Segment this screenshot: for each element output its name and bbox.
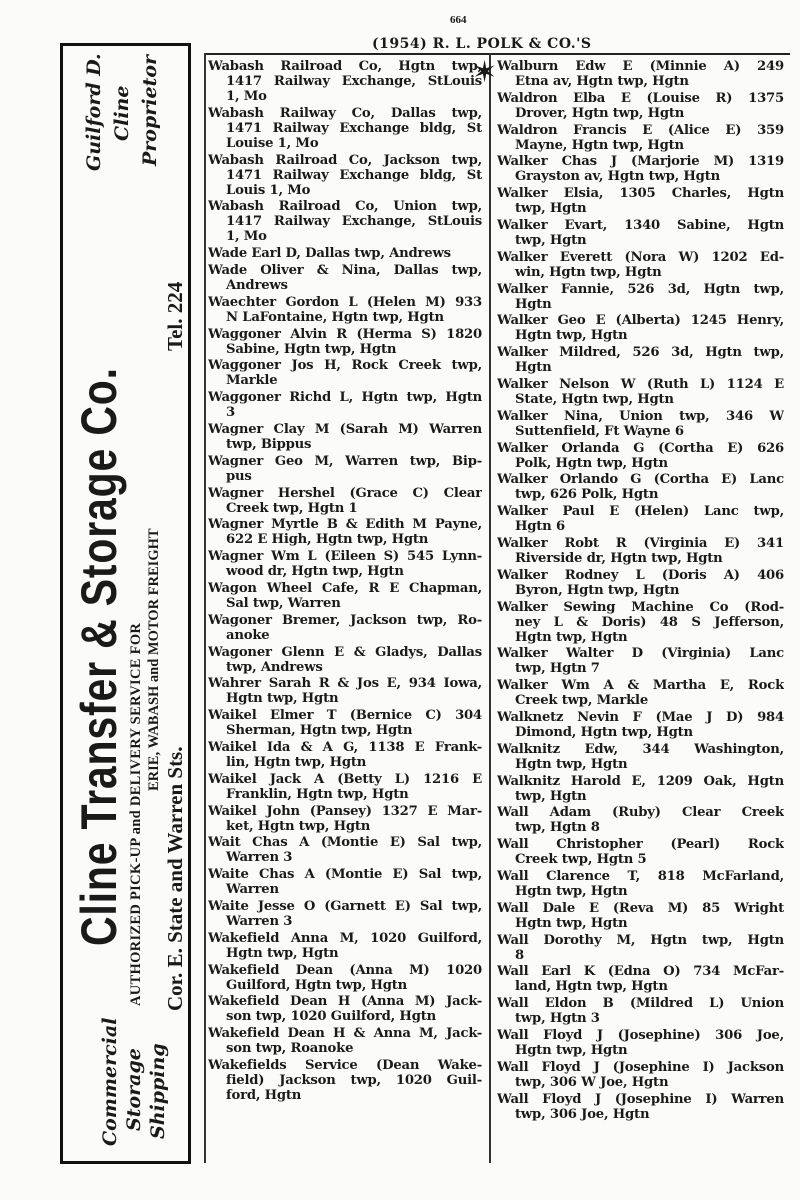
directory-entry [497,742,784,772]
entry-continuation-line: Dimond, Hgtn twp, Hgtn [515,724,693,740]
entry-name-line: Wagoner Bremer, Jackson twp, Ro- [208,612,482,628]
entry-name-line: Wabash Railroad Co, Hgtn twp, [208,59,482,74]
entry-name-line: Waite Chas A (Montie E) Sal twp, [208,867,482,883]
directory-entry [208,772,482,802]
entry-continuation-line: 622 E High, Hgtn twp, Hgtn [226,532,429,548]
entry-name-line: Wakefield Dean H (Anna M) Jack- [208,994,482,1010]
directory-entry [497,472,784,502]
entry-continuation-line: Hgtn twp, Hgtn [515,629,628,645]
entry-continuation-line: twp, Hgtn 3 [515,1011,600,1027]
header-rule [205,53,790,55]
asterisk-mark-icon: ✶ [472,56,498,89]
directory-entry [497,186,784,216]
entry-continuation-line: Sherman, Hgtn twp, Hgtn [226,723,413,739]
entry-name-line: Wagner Geo M, Warren twp, Bip- [208,453,482,469]
directory-entry [497,91,784,121]
entry-continuation-line: twp, 626 Polk, Hgtn [515,487,659,503]
directory-entry [497,154,784,184]
directory-entry [497,409,784,439]
entry-continuation-line: Hgtn twp, Hgtn [226,691,339,707]
entry-continuation-line: field) Jackson twp, 1020 Guil- [226,1072,482,1088]
directory-entry [497,123,784,153]
entry-continuation-line: Warren 3 [226,850,293,866]
entry-continuation-line: Sabine, Hgtn twp, Hgtn [226,341,397,357]
directory-entry [497,218,784,248]
entry-name-line: Waikel Elmer T (Bernice C) 304 [208,708,482,724]
entry-continuation-line: Warren [226,882,279,898]
entry-name-line: Wagner Clay M (Sarah M) Warren [208,421,482,437]
entry-continuation-line: son twp, 1020 Guilford, Hgtn [226,1009,436,1025]
entry-continuation-line: Mayne, Hgtn twp, Hgtn [515,137,684,153]
entry-continuation-line: Louis 1, Mo [226,182,311,198]
entry-name-line: Wagner Myrtle B & Edith M Payne, [208,517,482,533]
directory-entry [497,1092,784,1122]
entry-name-line: Wall Dale E (Reva M) 85 Wright [497,900,784,916]
entry-name-line: Walker Chas J (Marjorie M) 1319 [497,154,784,170]
directory-entry [208,549,482,579]
entry-name-line: Walker Sewing Machine Co (Rod- [497,599,784,615]
entry-name-line: Wall Floyd J (Josephine) 306 Joe, [497,1027,784,1043]
directory-entry [208,963,482,993]
entry-continuation-line: State, Hgtn twp, Hgtn [515,391,674,407]
entry-continuation-line: Etna av, Hgtn twp, Hgtn [515,74,689,89]
entry-name-line: Wall Floyd J (Josephine I) Jackson [497,1059,784,1075]
entry-name-line: Wabash Railroad Co, Jackson twp, [208,152,482,168]
directory-entry [208,931,482,961]
directory-entry [497,504,784,534]
directory-entry [497,774,784,804]
entry-continuation-line: Polk, Hgtn twp, Hgtn [515,455,668,471]
directory-entry [497,600,784,645]
directory-entry [208,422,482,452]
entry-name-line: Walker Orlanda G (Cortha E) 626 [497,440,784,456]
entry-continuation-line: Hgtn 6 [515,519,565,535]
entry-name-line: Wabash Railway Co, Dallas twp, [208,105,482,121]
directory-entry [497,1060,784,1090]
entry-continuation-line: Byron, Hgtn twp, Hgtn [515,582,680,598]
entry-continuation-line: Creek twp, Hgtn 1 [226,500,358,516]
entry-continuation-line: Hgtn twp, Hgtn [515,883,628,899]
entry-continuation-line: anoke [226,627,270,643]
entry-continuation-line: Grayston av, Hgtn twp, Hgtn [515,169,720,185]
directory-entry [208,327,482,357]
entry-continuation-line: twp, Bippus [226,436,312,452]
directory-entry [208,106,482,151]
entry-name-line: Waldron Elba E (Louise R) 1375 [497,90,784,106]
entry-name-line: Wall Christopher (Pearl) Rock [497,837,784,853]
entry-name-line: Wagoner Glenn E & Gladys, Dallas [208,644,482,660]
entry-name-line: Wakefield Anna M, 1020 Guilford, [208,930,482,946]
entry-continuation-line: Franklin, Hgtn twp, Hgtn [226,786,409,802]
entry-continuation-line: Riverside dr, Hgtn twp, Hgtn [515,550,723,566]
entry-name-line: Walker Rodney L (Doris A) 406 [497,567,784,583]
entry-name-line: Waikel Jack A (Betty L) 1216 E [208,771,482,787]
entry-name-line: Walburn Edw E (Minnie A) 249 [497,59,784,74]
ad-proprietor-surname: Cline [111,85,133,141]
directory-entry [497,710,784,740]
directory-entry [497,536,784,566]
entry-name-line: Wagon Wheel Cafe, R E Chapman, [208,580,482,596]
entry-name-line: Walker Mildred, 526 3d, Hgtn twp, [497,345,784,361]
directory-column-left [208,59,482,1105]
entry-continuation-line: Andrews [226,277,288,293]
entry-continuation-line: Creek twp, Hgtn 5 [515,852,647,868]
directory-entry [497,377,784,407]
entry-name-line: Wall Earl K (Edna O) 734 McFar- [497,964,784,980]
entry-name-line: Waite Jesse O (Garnett E) Sal twp, [208,898,482,914]
directory-entry [497,250,784,280]
entry-continuation-line: Hgtn [515,360,552,376]
entry-name-line: Waggoner Alvin R (Herma S) 1820 [208,326,482,342]
directory-entry [208,153,482,198]
entry-name-line: Waggoner Richd L, Hgtn twp, Hgtn [208,390,482,406]
directory-entry [208,835,482,865]
directory-entry [497,678,784,708]
ad-tagline-1: AUTHORIZED PICK-UP and DELIVERY SERVICE FOR [128,622,144,1006]
entry-name-line: Wagner Wm L (Eileen S) 545 Lynn- [208,549,482,565]
entry-continuation-line: twp, Hgtn [515,232,587,248]
entry-continuation-line: Hgtn [515,296,552,312]
entry-continuation-line: 1417 Railway Exchange, StLouis [226,214,482,230]
entry-continuation-line: Warren 3 [226,913,293,929]
directory-entry [208,994,482,1024]
entry-name-line: Walker Elsia, 1305 Charles, Hgtn [497,186,784,202]
directory-entry [208,517,482,547]
entry-continuation-line: twp, Andrews [226,659,323,675]
entry-continuation-line: win, Hgtn twp, Hgtn [515,264,662,280]
page-number: 664 [450,14,467,26]
entry-name-line: Wakefield Dean (Anna M) 1020 [208,962,482,978]
directory-entry [208,676,482,706]
ad-service-commercial: Commercial [99,1017,121,1146]
entry-name-line: Wade Oliver & Nina, Dallas twp, [208,262,482,278]
entry-name-line: Wall Clarence T, 818 McFarland, [497,868,784,884]
directory-entry [497,441,784,471]
entry-continuation-line: Guilford, Hgtn twp, Hgtn [226,977,408,993]
directory-entry [208,486,482,516]
entry-name-line: Walker Walter D (Virginia) Lanc [497,646,784,662]
entry-name-line: Walker Robt R (Virginia E) 341 [497,535,784,551]
entry-continuation-line: N LaFontaine, Hgtn twp, Hgtn [226,309,444,325]
directory-entry [208,295,482,325]
entry-name-line: Wall Adam (Ruby) Clear Creek [497,805,784,821]
entry-name-line: Wall Floyd J (Josephine I) Warren [497,1091,784,1107]
directory-entry [497,933,784,963]
entry-name-line: Wahrer Sarah R & Jos E, 934 Iowa, [208,676,482,692]
entry-name-line: Wabash Railroad Co, Union twp, [208,199,482,215]
entry-continuation-line: pus [226,468,252,484]
directory-entry [208,708,482,738]
running-head: (1954) R. L. POLK & CO.'S [372,36,592,52]
entry-name-line: Walknetz Nevin F (Mae J D) 984 [497,709,784,725]
entry-continuation-line: twp, 306 Joe, Hgtn [515,1106,650,1122]
ad-tagline-2: ERIE, WABASH and MOTOR FREIGHT [146,528,162,791]
entry-continuation-line: ney L & Doris) 48 S Jefferson, [515,614,784,630]
entry-continuation-line: lin, Hgtn twp, Hgtn [226,754,367,770]
entry-continuation-line: Hgtn twp, Hgtn [515,915,628,931]
entry-continuation-line: ford, Hgtn [226,1087,302,1103]
entry-continuation-line: twp, 306 W Joe, Hgtn [515,1074,669,1090]
directory-column-right [497,59,784,1123]
directory-entry [497,996,784,1026]
directory-entry [208,199,482,244]
entry-name-line: Walker Orlando G (Cortha E) Lanc [497,472,784,488]
entry-continuation-line: twp, Hgtn 8 [515,820,600,836]
column-rule-middle [489,53,491,1163]
entry-name-line: Walker Nelson W (Ruth L) 1124 E [497,376,784,392]
entry-continuation-line: twp, Hgtn [515,201,587,217]
entry-name-line: Walker Geo E (Alberta) 1245 Henry, [497,313,784,329]
entry-continuation-line: Hgtn twp, Hgtn [226,945,339,961]
entry-continuation-line: land, Hgtn twp, Hgtn [515,979,668,995]
entry-continuation-line: 8 [515,947,524,963]
entry-name-line: Walknitz Harold E, 1209 Oak, Hgtn [497,773,784,789]
directory-entry [208,59,482,104]
advertisement-content [63,46,188,1161]
ad-proprietor-name: Guilford D. [83,53,105,171]
entry-continuation-line: 1471 Railway Exchange bldg, St [226,167,482,183]
entry-continuation-line: Drover, Hgtn twp, Hgtn [515,105,685,121]
directory-entry [497,869,784,899]
directory-entry [208,613,482,643]
directory-entry [497,282,784,312]
entry-name-line: Waikel Ida & A G, 1138 E Frank- [208,739,482,755]
directory-entry [208,358,482,388]
directory-entry [497,805,784,835]
entry-continuation-line: 1, Mo [226,229,267,245]
directory-entry [208,390,482,420]
entry-name-line: Wagner Hershel (Grace C) Clear [208,485,482,501]
entry-name-line: Walker Wm A & Martha E, Rock [497,678,784,694]
entry-name-line: Waechter Gordon L (Helen M) 933 [208,294,482,310]
directory-entry [208,899,482,929]
ad-address: Cor. E. State and Warren Sts. [163,746,187,1011]
directory-entry [208,867,482,897]
entry-continuation-line: Suttenfield, Ft Wayne 6 [515,423,684,439]
directory-entry [208,1026,482,1056]
entry-name-line: Wait Chas A (Montie E) Sal twp, [208,835,482,851]
entry-name-line: Wakefields Service (Dean Wake- [208,1057,482,1073]
entry-name-line: Wall Eldon B (Mildred L) Union [497,996,784,1012]
directory-entry [208,246,482,261]
directory-entry [497,568,784,598]
entry-name-line: Walker Nina, Union twp, 346 W [497,408,784,424]
entry-continuation-line: ket, Hgtn twp, Hgtn [226,818,371,834]
directory-entry [497,1028,784,1058]
entry-continuation-line: twp, Hgtn [515,788,587,804]
entry-name-line: Waggoner Jos H, Rock Creek twp, [208,358,482,374]
entry-name-line: Waikel John (Pansey) 1327 E Mar- [208,803,482,819]
entry-continuation-line: son twp, Roanoke [226,1041,354,1057]
entry-continuation-line: 1471 Railway Exchange bldg, St [226,120,482,136]
entry-continuation-line: 1417 Railway Exchange, StLouis [226,74,482,89]
directory-entry [497,901,784,931]
entry-name-line: Wall Dorothy M, Hgtn twp, Hgtn [497,932,784,948]
entry-name-line: Walknitz Edw, 344 Washington, [497,741,784,757]
entry-name-line: Walker Paul E (Helen) Lanc twp, [497,504,784,520]
directory-entry [497,646,784,676]
directory-entry [497,313,784,343]
entry-continuation-line: twp, Hgtn 7 [515,661,600,677]
ad-proprietor-label: Proprietor [139,54,161,166]
entry-continuation-line: Creek twp, Markle [515,693,649,709]
directory-entry [208,263,482,293]
ad-phone: Tel. 224 [163,281,187,351]
directory-entry [208,454,482,484]
directory-entry [208,804,482,834]
directory-entry [208,1058,482,1103]
entry-name-line: Waldron Francis E (Alice E) 359 [497,122,784,138]
directory-entry [497,59,784,89]
directory-entry [208,581,482,611]
column-rule-left [204,53,206,1163]
ad-title: Cline Transfer & Storage Co. [71,367,127,946]
entry-name-line: Walker Everett (Nora W) 1202 Ed- [497,249,784,265]
entry-name-line: Walker Evart, 1340 Sabine, Hgtn [497,217,784,233]
directory-entry [497,964,784,994]
entry-continuation-line: 3 [226,405,235,421]
ad-service-storage: Storage [123,1048,145,1131]
entry-continuation-line: Hgtn twp, Hgtn [515,756,628,772]
entry-continuation-line: wood dr, Hgtn twp, Hgtn [226,564,404,580]
entry-continuation-line: Markle [226,373,278,389]
entry-continuation-line: 1, Mo [226,89,267,104]
directory-entry [208,740,482,770]
directory-entry [497,345,784,375]
entry-name-line: Walker Fannie, 526 3d, Hgtn twp, [497,281,784,297]
entry-continuation-line: Hgtn twp, Hgtn [515,328,628,344]
advertisement-box [60,43,191,1164]
entry-continuation-line: Sal twp, Warren [226,595,341,611]
entry-continuation-line: Hgtn twp, Hgtn [515,1042,628,1058]
directory-entry [208,645,482,675]
ad-service-shipping: Shipping [147,1043,169,1139]
entry-name-line: Wade Earl D, Dallas twp, Andrews [208,246,451,262]
directory-entry [497,837,784,867]
entry-continuation-line: Louise 1, Mo [226,135,319,151]
entry-name-line: Wakefield Dean H & Anna M, Jack- [208,1026,482,1042]
